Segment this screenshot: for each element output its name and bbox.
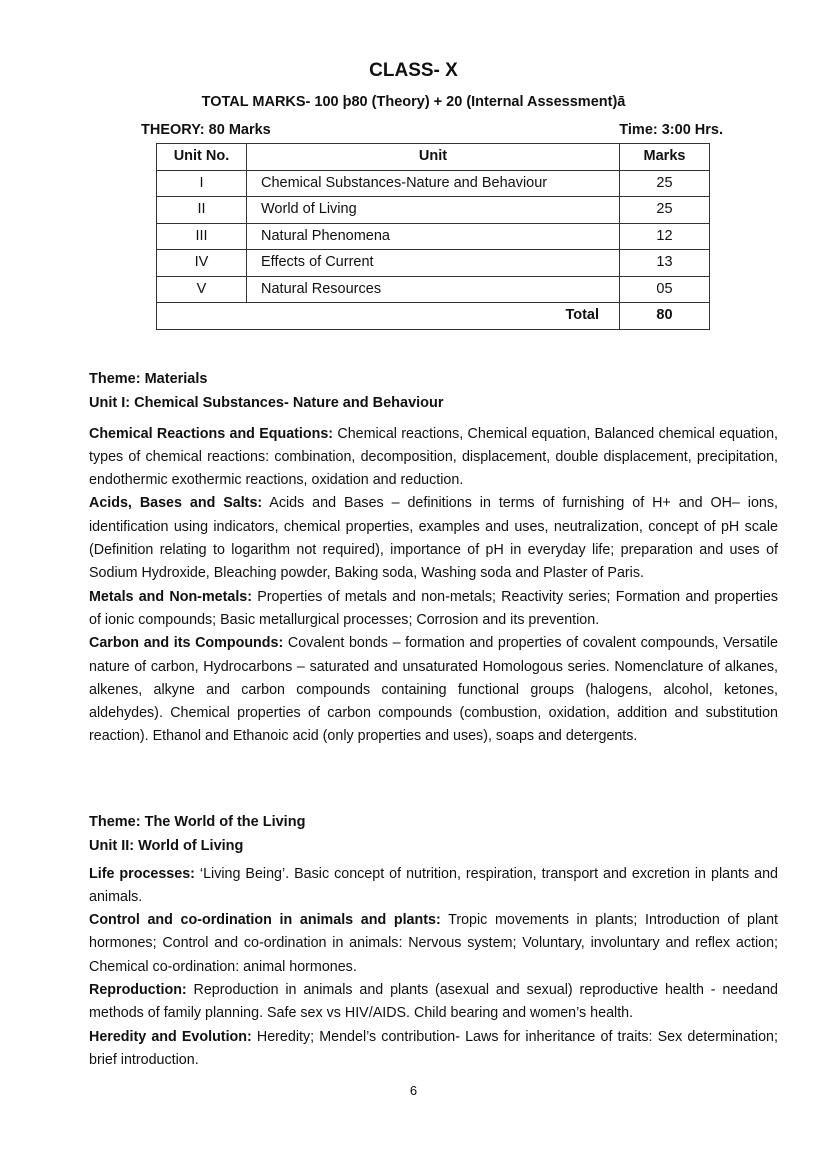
time-label: Time: 3:00 Hrs. xyxy=(619,122,723,138)
marks-cell: 12 xyxy=(620,223,710,250)
topic-title: Control and co-ordination in animals and plants: xyxy=(89,912,441,929)
topic-title: Metals and Non-metals: xyxy=(89,588,253,605)
topic-paragraph xyxy=(89,492,778,585)
topic-title: Carbon and its Compounds: xyxy=(89,635,284,652)
theme-heading: Theme: The World of the Living xyxy=(89,814,306,830)
unit-name-cell: Effects of Current xyxy=(247,250,620,277)
total-label-cell: Total xyxy=(157,303,620,330)
unit-name-cell: Natural Phenomena xyxy=(247,223,620,250)
unit-name-cell: Natural Resources xyxy=(247,276,620,303)
unit-heading: Unit II: World of Living xyxy=(89,838,244,855)
theory-time-row xyxy=(141,122,723,138)
unit-name-cell: Chemical Substances-Nature and Behaviour xyxy=(247,170,620,197)
column-header-marks: Marks xyxy=(620,144,710,171)
topic-title: Chemical Reactions and Equations: xyxy=(89,425,334,442)
total-marks-subtitle: TOTAL MARKS- 100 þ80 (Theory) + 20 (Internal Assessment)ā xyxy=(201,94,626,110)
total-value-cell: 80 xyxy=(620,303,710,330)
theory-marks-label: THEORY: 80 Marks xyxy=(141,122,271,138)
topic-text: ‘Living Being’. Basic concept of nutrition, respiration, transport and excretion in plants and animals. xyxy=(89,865,778,905)
section-world-of-living xyxy=(89,811,778,1072)
topic-title: Acids, Bases and Salts: xyxy=(89,495,263,512)
topic-paragraph xyxy=(89,586,778,633)
table-row xyxy=(157,250,710,277)
table-header-row xyxy=(157,144,710,171)
column-header-unit-no: Unit No. xyxy=(157,144,247,171)
marks-cell: 05 xyxy=(620,276,710,303)
table-total-row xyxy=(157,303,710,330)
unit-name-cell: World of Living xyxy=(247,197,620,224)
page-number: 6 xyxy=(409,1083,418,1098)
unit-no-cell: II xyxy=(157,197,247,224)
topic-paragraph xyxy=(89,1026,778,1073)
marks-cell: 25 xyxy=(620,170,710,197)
topic-paragraph xyxy=(89,863,778,910)
marks-cell: 25 xyxy=(620,197,710,224)
topic-paragraph xyxy=(89,632,778,748)
table-row xyxy=(157,276,710,303)
unit-heading: Unit I: Chemical Substances- Nature and Behaviour xyxy=(89,395,444,412)
topic-text: Tropic movements in plants; Introduction of plant hormones; Control and co-ordination in animals: Nervous system; Voluntary, involuntary and reflex action; Chemical co-ordination: animal hormones. xyxy=(89,912,778,975)
theme-heading: Theme: Materials xyxy=(89,371,208,387)
table-row xyxy=(157,223,710,250)
topic-text: Reproduction in animals and plants (asexual and sexual) reproductive health - needand methods of family planning. Safe sex vs HIV/AIDS. Child bearing and women’s health. xyxy=(89,982,778,1022)
unit-no-cell: V xyxy=(157,276,247,303)
topic-paragraph xyxy=(89,423,778,493)
column-header-unit: Unit xyxy=(247,144,620,171)
table-row xyxy=(157,170,710,197)
marks-cell: 13 xyxy=(620,250,710,277)
topic-text: Covalent bonds – formation and properties of covalent compounds, Versatile nature of carbon, Hydrocarbons – saturated and unsaturated Homologous series. Nomenclature of alkanes, alkenes, alkyne and carbon compounds containing functional groups (halogens, alcohol, ketones, aldehydes). Chemical properties of carbon compounds (combustion, oxidation, addition and substitution reaction). Ethanol and Ethanoic acid (only properties and uses), soaps and detergents. xyxy=(89,635,778,745)
topic-title: Life processes: xyxy=(89,865,195,882)
unit-no-cell: I xyxy=(157,170,247,197)
topic-text: Acids and Bases – definitions in terms of furnishing of H+ and OH– ions, identification using indicators, chemical properties, examples and uses, neutralization, concept of pH scale (Definition relating to logarithm not required), importance of pH in everyday life; preparation and uses of Sodium Hydroxide, Bleaching powder, Baking soda, Washing soda and Plaster of Paris. xyxy=(89,495,778,582)
topic-text: Heredity; Mendel’s contribution- Laws for inheritance of traits: Sex determination; brief introduction. xyxy=(89,1028,778,1068)
topic-text: Chemical reactions, Chemical equation, Balanced chemical equation, types of chemical reactions: combination, decomposition, displacement, double displacement, precipitation, endothermic exothermic reactions, oxidation and reduction. xyxy=(89,425,778,489)
topic-paragraph xyxy=(89,979,778,1026)
unit-no-cell: IV xyxy=(157,250,247,277)
topic-text: Properties of metals and non-metals; Reactivity series; Formation and properties of ionic compounds; Basic metallurgical processes; Corrosion and its prevention. xyxy=(89,588,778,628)
unit-no-cell: III xyxy=(157,223,247,250)
table-row xyxy=(157,197,710,224)
topic-title: Heredity and Evolution: xyxy=(89,1028,252,1045)
section-materials xyxy=(89,368,778,749)
page-title: CLASS- X xyxy=(369,60,458,81)
marks-table xyxy=(156,143,710,330)
topic-paragraph xyxy=(89,909,778,979)
topic-title: Reproduction: xyxy=(89,982,187,999)
